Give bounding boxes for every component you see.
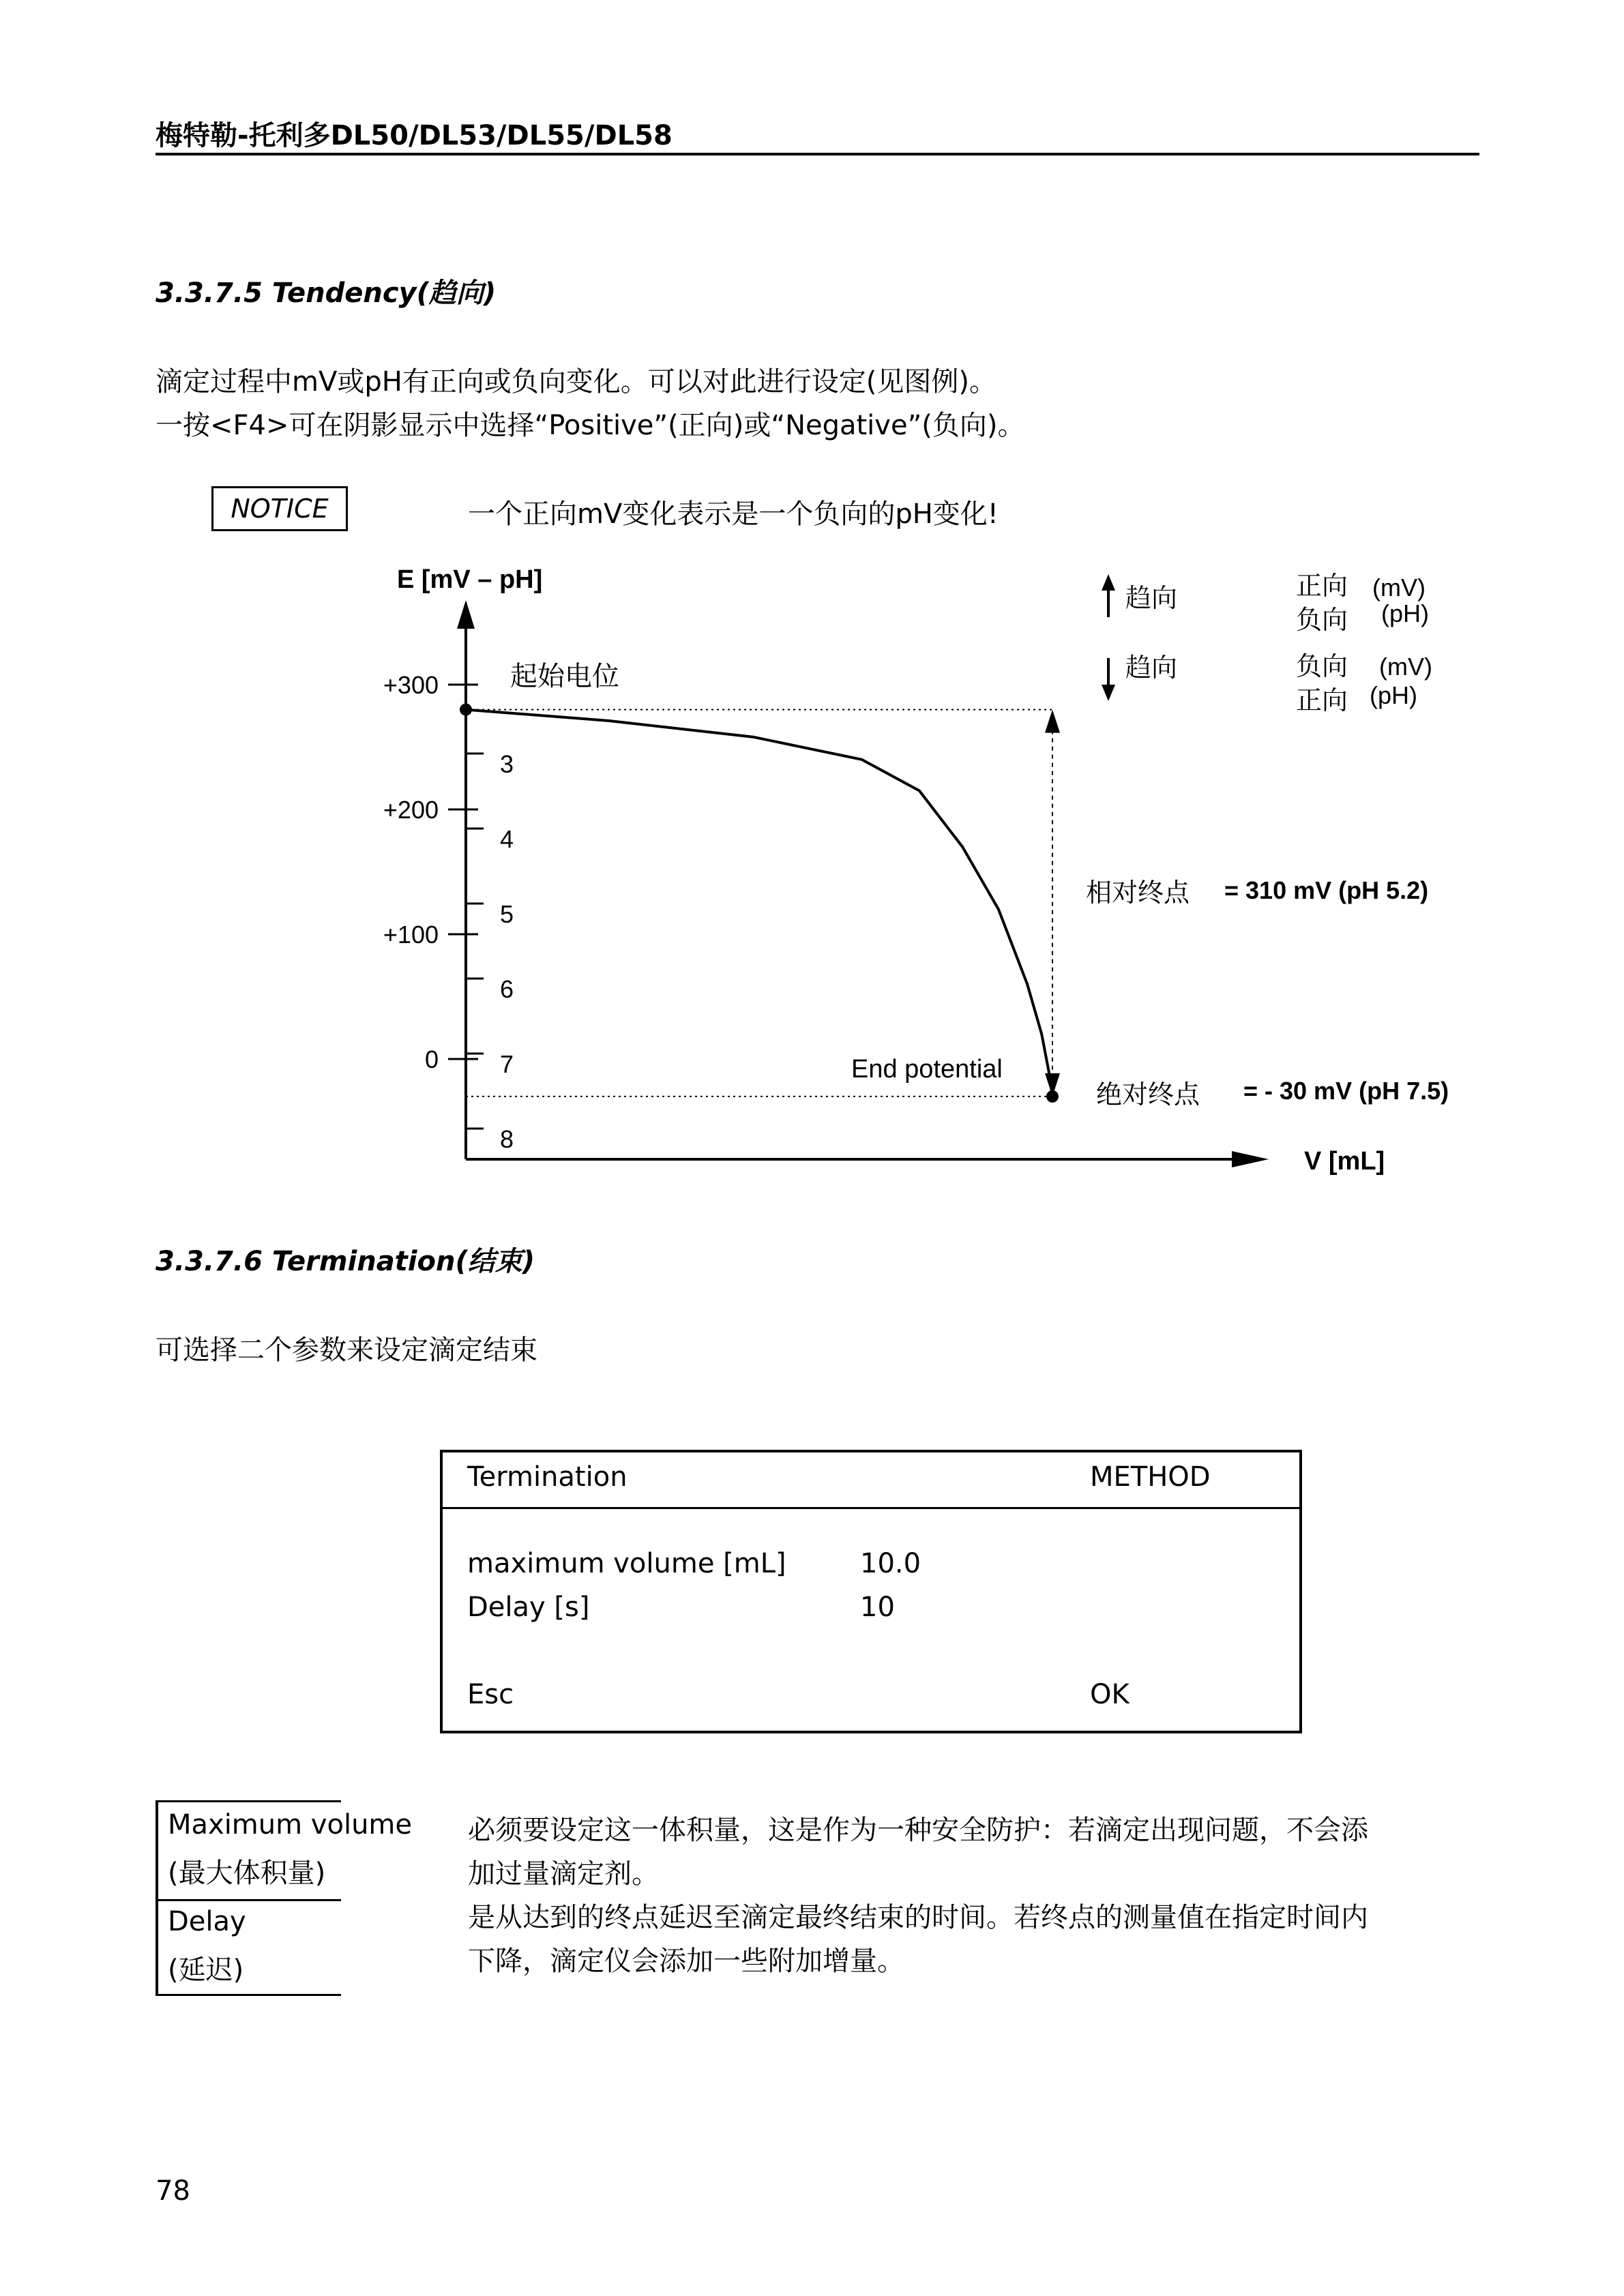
relative-endpoint-label: 相对终点 (1086, 879, 1190, 908)
y-tick-label-ph: 8 (500, 1125, 514, 1153)
absolute-endpoint-value: = - 30 mV (pH 7.5) (1243, 1077, 1449, 1105)
definition-divider (158, 1899, 341, 1901)
y-tick-label-ph: 4 (500, 825, 514, 853)
delay-value[interactable]: 10 (860, 1592, 895, 1623)
y-tick-label-ph: 6 (500, 975, 514, 1003)
max-volume-value[interactable]: 10.0 (860, 1548, 921, 1579)
legend-up-line2: 负向 (1296, 606, 1348, 635)
term-delay-cn: (延迟) (168, 1954, 244, 1986)
section-heading-tendency: 3.3.7.5 Tendency(趋向) (156, 278, 497, 309)
titration-curve (466, 710, 1052, 1097)
legend-up-label: 趋向 (1125, 584, 1178, 613)
legend-down-line2: 正向 (1296, 687, 1348, 715)
panel-mode: METHOD (1090, 1461, 1211, 1493)
legend-down-unit1: (mV) (1379, 653, 1432, 681)
delay-label: Delay [s] (467, 1592, 590, 1623)
start-point (460, 704, 472, 716)
esc-button[interactable]: Esc (467, 1679, 514, 1710)
y-axis-arrow-icon (457, 600, 475, 629)
termination-intro: 可选择二个参数来设定滴定结束 (156, 1335, 537, 1366)
y-tick-label-mv: +200 (383, 796, 439, 824)
tendency-text-line2: 一按<F4>可在阴影显示中选择“Positive”(正向)或“Negative”(负向)。 (156, 410, 1025, 441)
page-header-title: 梅特勒-托利多DL50/DL53/DL55/DL58 (156, 120, 673, 151)
max-volume-desc-line2: 加过量滴定剂。 (468, 1858, 659, 1890)
y-tick-label-mv: +100 (383, 921, 439, 949)
y-tick-label-mv: 0 (424, 1045, 439, 1073)
delay-desc-line2: 下降，滴定仪会添加一些附加增量。 (468, 1945, 904, 1977)
x-axis-arrow-icon (1232, 1151, 1269, 1167)
max-volume-desc-line1: 必须要设定这一体积量，这是作为一种安全防护：若滴定出现问题，不会添 (468, 1815, 1368, 1846)
legend-down-unit2: (pH) (1370, 681, 1417, 709)
end-point (1046, 1090, 1059, 1103)
y-tick-label-ph: 5 (500, 900, 514, 928)
termination-panel (440, 1450, 1302, 1733)
end-potential-label: End potential (851, 1055, 1003, 1084)
legend-up-unit1: (mV) (1372, 573, 1426, 601)
page-number: 78 (156, 2175, 190, 2207)
legend-up-unit2: (pH) (1381, 599, 1429, 627)
term-max-volume: Maximum volume (168, 1809, 412, 1840)
y-tick-label-ph: 7 (500, 1050, 514, 1078)
y-axis-label: E [mV – pH] (397, 565, 543, 594)
panel-divider (443, 1507, 1299, 1509)
notice-text: 一个正向mV变化表示是一个负向的pH变化! (468, 498, 999, 530)
delay-desc-line1: 是从达到的终点延迟至滴定最终结束的时间。若终点的测量值在指定时间内 (468, 1902, 1368, 1933)
tendency-down-arrowhead-icon (1102, 685, 1115, 701)
ok-button[interactable]: OK (1090, 1679, 1130, 1710)
legend-down-line1: 负向 (1296, 653, 1348, 681)
max-volume-label: maximum volume [mL] (467, 1548, 786, 1579)
panel-title: Termination (467, 1461, 628, 1493)
legend-up-line1: 正向 (1296, 572, 1348, 601)
section-heading-termination: 3.3.7.6 Termination(结束) (156, 1246, 535, 1277)
x-axis-label: V [mL] (1304, 1147, 1385, 1176)
legend-down-label: 趋向 (1125, 654, 1178, 683)
relative-endpoint-value: = 310 mV (pH 5.2) (1224, 876, 1429, 904)
tendency-up-arrowhead-icon (1102, 574, 1115, 591)
y-tick-label-ph: 3 (500, 750, 514, 778)
relative-arrow-top-icon (1045, 710, 1060, 733)
start-potential-label: 起始电位 (510, 661, 619, 691)
absolute-endpoint-label: 绝对终点 (1096, 1081, 1200, 1109)
notice-label: NOTICE (231, 494, 329, 524)
definition-terms (156, 1800, 412, 1996)
term-max-volume-cn: (最大体积量) (168, 1858, 326, 1889)
term-delay: Delay (168, 1906, 246, 1937)
y-tick-label-mv: +300 (383, 671, 439, 699)
tendency-text-line1: 滴定过程中mV或pH有正向或负向变化。可以对此进行设定(见图例)。 (156, 366, 997, 398)
